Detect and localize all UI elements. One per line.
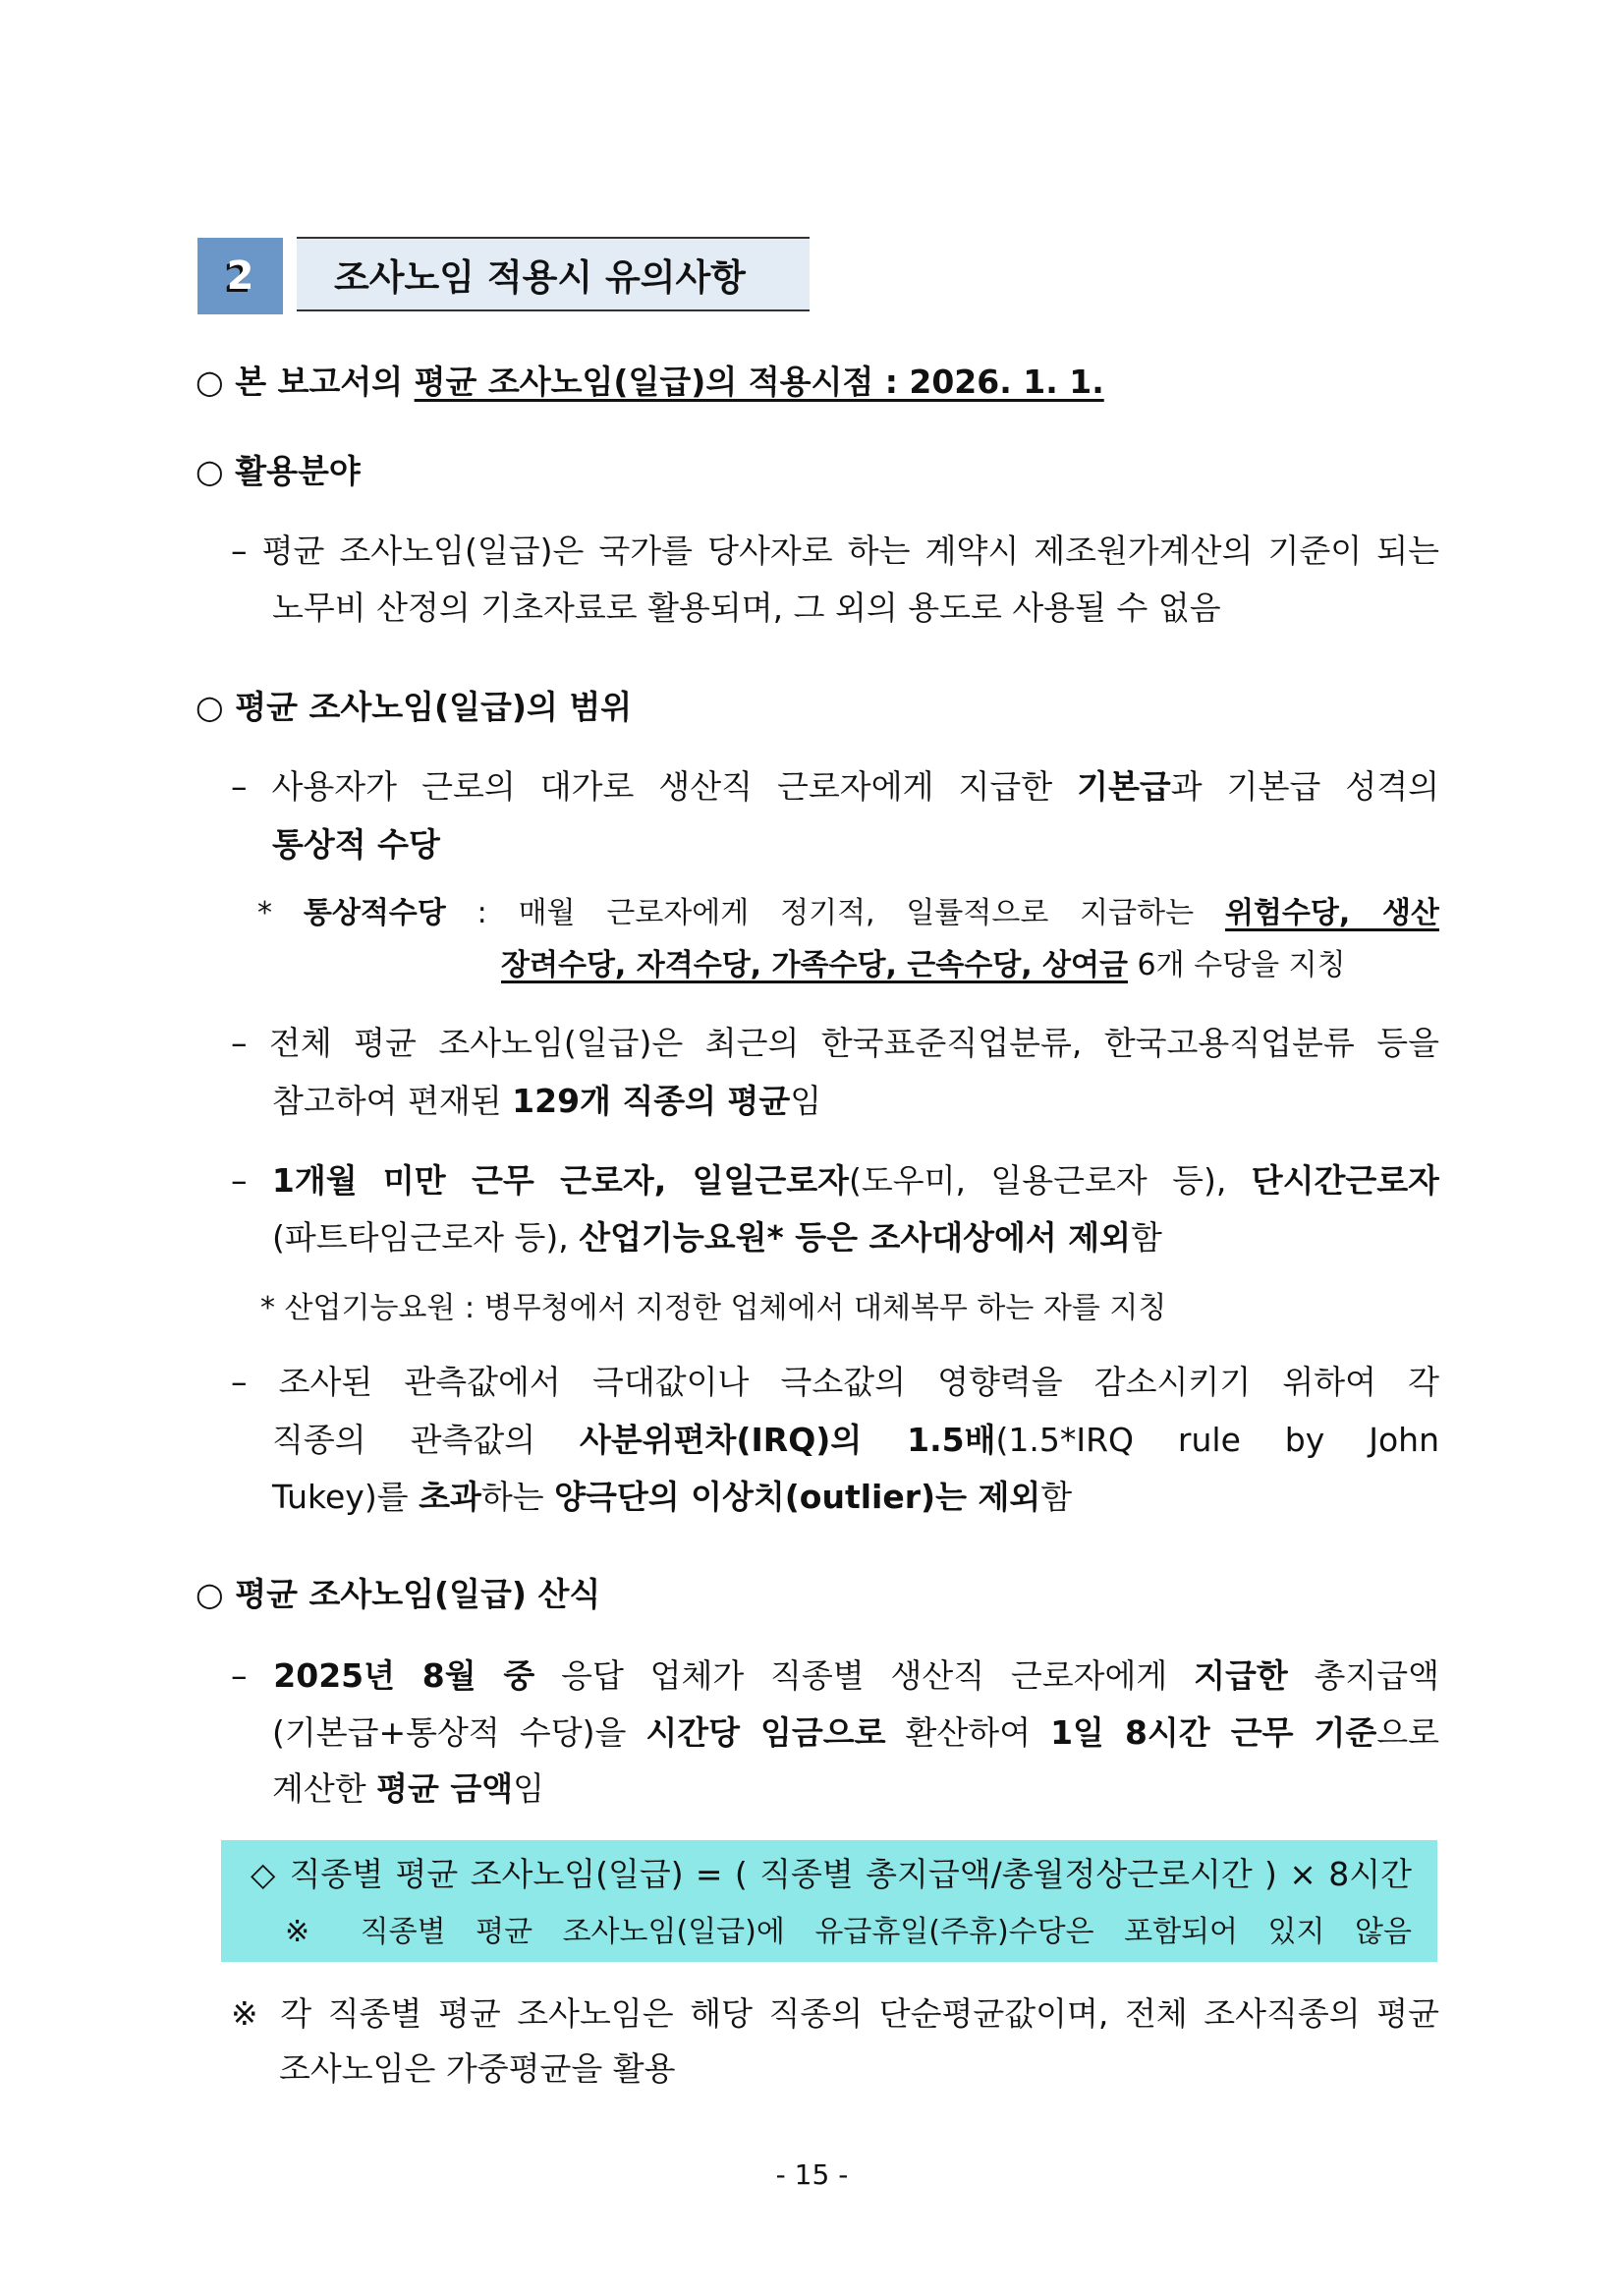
heading-scope [196,686,632,729]
text-segment: 단시간근로자 [1251,1161,1439,1200]
text-segment: 임 [513,1769,545,1808]
text-segment: 임 [790,1082,822,1120]
text-segment: 통상적 수당 [272,825,440,864]
formula-desc-2 [272,1711,1439,1755]
text-segment: 계산한 [272,1769,377,1808]
usage-text-1 [231,530,1439,573]
text-segment: 통상적수당 [303,896,446,930]
text-segment: 장려수당, 자격수당, 가족수당, 근속수당, 상여금 [501,948,1128,982]
text-segment: * 산업기능요원 : 병무청에서 지정한 업체에서 대체복무 하는 자를 지칭 [260,1291,1167,1325]
heading-usage [196,450,361,493]
text-segment: 초과 [419,1478,481,1516]
text-segment: ○ 평균 조사노임(일급)의 범위 [196,688,633,726]
note-allowance-2 [501,944,1346,987]
text-segment: ◇ 직종별 평균 조사노임(일급) = ( 직종별 총지급액/총월정상근로시간 ) × 8시간 [251,1855,1412,1893]
text-segment: 과 기본급 성격의 [1170,767,1439,806]
weighted-note-2 [279,2047,676,2091]
text-segment: 시간당 임금으로 [645,1713,886,1752]
text-segment: 하는 [480,1478,555,1516]
text-segment: 지급한 [1194,1656,1288,1695]
text-segment: 직종의 관측값의 [272,1421,581,1459]
text-segment: 환산하여 [885,1713,1051,1752]
section-title-text: 조사노임 적용시 유의사항 [334,256,746,299]
outlier-3 [272,1476,1072,1519]
text-segment: 노무비 산정의 기초자료로 활용되며, 그 외의 용도로 사용될 수 없음 [272,588,1221,627]
text-segment: 6개 수당을 지칭 [1127,948,1346,982]
section-number: 2 [197,238,283,314]
text-segment: 129개 직종의 평균 [512,1082,791,1120]
formula-desc-1 [231,1654,1439,1698]
excluded-2 [272,1216,1162,1260]
text-segment: – 전체 평균 조사노임(일급)은 최근의 한국표준직업분류, 한국고용직업분류 등을 [231,1024,1439,1062]
formula-note [285,1911,1412,1954]
note-industrial [260,1287,1166,1330]
text-segment: ○ 본 보고서의 [196,363,415,401]
excluded-1 [231,1159,1439,1203]
text-segment: ○ 활용분야 [196,452,361,490]
weighted-note-1 [231,1992,1439,2036]
text-segment: (1.5*IRQ rule by John [995,1421,1439,1459]
text-segment: 조사노임은 가중평균을 활용 [279,2049,676,2088]
text-segment: 1일 8시간 근무 기준 [1050,1713,1377,1752]
text-segment: 총지급액 [1287,1656,1439,1695]
text-segment: 응답 업체가 직종별 생산직 근로자에게 [534,1656,1195,1695]
text-segment: 함 [1040,1478,1073,1516]
text-segment: 양극단의 이상치(outlier)는 제외 [554,1478,1041,1516]
outlier-2 [272,1419,1439,1462]
text-segment: 산업기능요원* 등은 조사대상에서 제외 [579,1218,1132,1257]
text-segment: (파트타임근로자 등), [272,1218,580,1257]
note-allowance-1 [257,892,1439,935]
text-segment: 으로 [1376,1713,1439,1752]
text-segment: 사분위편차(IRQ)의 1.5배 [580,1421,996,1459]
formula-desc-3 [272,1767,544,1811]
text-segment: – 사용자가 근로의 대가로 생산직 근로자에게 지급한 [231,767,1078,806]
text-segment: – 평균 조사노임(일급)은 국가를 당사자로 하는 계약시 제조원가계산의 기준이 되는 [231,532,1439,570]
text-segment: – 조사된 관측값에서 극대값이나 극소값의 영향력을 감소시키기 위하여 각 [231,1363,1439,1401]
text-segment: 평균 조사노임(일급)의 적용시점 : 2026. 1. 1. [414,363,1104,401]
section-title [297,237,810,311]
formula-equation [251,1853,1412,1896]
scope-text-2 [272,823,440,867]
applicable-date [196,361,1104,404]
scope-total-1 [231,1022,1439,1065]
text-segment: (기본급+통상적 수당)을 [272,1713,646,1752]
text-segment: ※ 각 직종별 평균 조사노임은 해당 직종의 단순평균값이며, 전체 조사직종의 평균 [231,1994,1439,2033]
text-segment: : 매월 근로자에게 정기적, 일률적으로 지급하는 [445,896,1225,930]
text-segment: 1개월 미만 근무 근로자, 일일근로자 [271,1161,850,1200]
text-segment: ※ 직종별 평균 조사노임(일급)에 유급휴일(주휴)수당은 포함되어 있지 않음 [285,1915,1412,1949]
text-segment: 함 [1131,1218,1162,1257]
text-segment: 기본급 [1077,767,1171,806]
text-segment: * [257,896,304,930]
scope-text-1 [231,765,1439,809]
text-segment: (도우미, 일용근로자 등), [849,1161,1252,1200]
text-segment: 평균 금액 [376,1769,514,1808]
usage-text-2 [272,587,1221,630]
page-number: - 15 - [775,2158,849,2191]
text-segment: – [231,1161,272,1200]
text-segment: 참고하여 편재된 [272,1082,513,1120]
text-segment: – [231,1656,274,1695]
text-segment: Tukey)를 [272,1478,420,1516]
scope-total-2 [272,1080,821,1123]
text-segment: 2025년 8월 중 [273,1656,535,1695]
heading-formula [196,1573,600,1616]
text-segment: 위험수당, 생산 [1224,896,1439,930]
outlier-1 [231,1361,1439,1404]
text-segment: ○ 평균 조사노임(일급) 산식 [196,1575,601,1613]
